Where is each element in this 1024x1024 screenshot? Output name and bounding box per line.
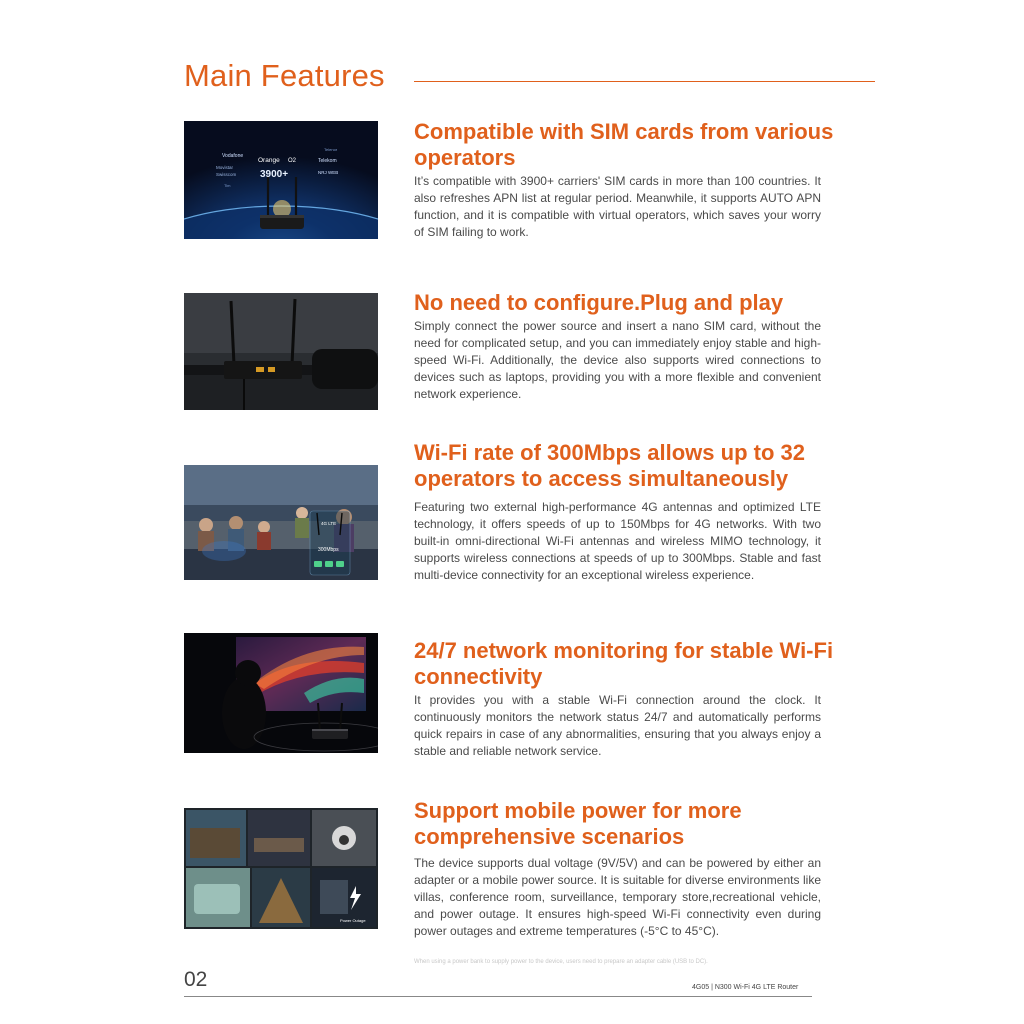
- feature-title: Wi-Fi rate of 300Mbps allows up to 32 operators to access simultaneously: [414, 440, 805, 491]
- svg-text:300Mbps: 300Mbps: [318, 547, 339, 553]
- svg-text:Swisscom: Swisscom: [216, 172, 237, 177]
- feature-description: It’s compatible with 3900+ carriers' SIM cards in more than 100 countries. It also refreshes APN list at regular period. Meanwhile, it supports AUTO APN function, and it is compatible with virtual operators, which saves your worry of SIM failing to work.: [414, 174, 821, 239]
- svg-text:3900+: 3900+: [260, 169, 289, 180]
- footer-product-label: 4G05 | N300 Wi-Fi 4G LTE Router: [692, 984, 799, 991]
- svg-text:Orange: Orange: [258, 157, 280, 164]
- svg-text:Power Outage: Power Outage: [340, 918, 366, 923]
- footer-divider: [184, 996, 812, 997]
- feature-description: It provides you with a stable Wi-Fi connection around the clock. It continuously monitors the network status 24/7 and automatically performs quick repairs in case of any abnormalities, ensuring that you always enjoy a stable and reliable network service.: [414, 693, 821, 758]
- feature-description: Featuring two external high-performance 4G antennas and optimized LTE technology, it offers speeds of up to 150Mbps for 4G networks. With two built-in omni-directional Wi-Fi antennas and wireless MIMO technology, it supports wireless connections at speeds of up to 300Mbps. Stable and fast multi-device connectivity for an exceptional wireless experience.: [414, 500, 821, 582]
- title-divider: [414, 81, 875, 82]
- svg-text:Telekom: Telekom: [318, 158, 337, 164]
- carrier-globe-image: [184, 121, 378, 239]
- scenarios-collage-image: [184, 808, 378, 929]
- svg-text:O2: O2: [288, 158, 297, 164]
- aurora-router-image: [184, 633, 378, 753]
- page-title: Main Features: [184, 58, 385, 93]
- router-on-desk-image: [184, 293, 378, 410]
- feature-title: 24/7 network monitoring for stable Wi-Fi connectivity: [414, 638, 834, 689]
- svg-text:NRJ WEB: NRJ WEB: [318, 170, 339, 175]
- svg-text:Movistar: Movistar: [216, 165, 234, 170]
- power-bank-footnote: When using a power bank to supply power to the device, users need to prepare an adapter cable (USB to DC).: [414, 959, 708, 965]
- family-living-room-image: [184, 465, 378, 580]
- page-number: 02: [184, 968, 208, 991]
- feature-description: The device supports dual voltage (9V/5V) and can be powered by either an adapter or a mobile power source. It is suitable for diverse environments like villas, conference room, surveillance, temporary store,recreational vehicle, and power outage. It ensures high-speed Wi-Fi connectivity even during power outages and extreme temperatures (-5°C to 45°C).: [414, 856, 821, 938]
- svg-text:Tim: Tim: [224, 183, 231, 188]
- feature-title: Support mobile power for more comprehensive scenarios: [414, 798, 742, 849]
- feature-title: No need to configure.Plug and play: [414, 290, 784, 315]
- svg-text:Telenor: Telenor: [324, 147, 338, 152]
- feature-description: Simply connect the power source and insert a nano SIM card, without the need for complicated setup, and you can immediately enjoy stable and high-speed Wi-Fi. Additionally, the device also supports wired connections to devices such as laptops, providing you with a more flexible and convenient network experience.: [414, 319, 821, 401]
- feature-title: Compatible with SIM cards from various operators: [414, 119, 834, 170]
- svg-text:Vodafone: Vodafone: [222, 153, 244, 159]
- svg-text:4G LTE: 4G LTE: [321, 521, 337, 526]
